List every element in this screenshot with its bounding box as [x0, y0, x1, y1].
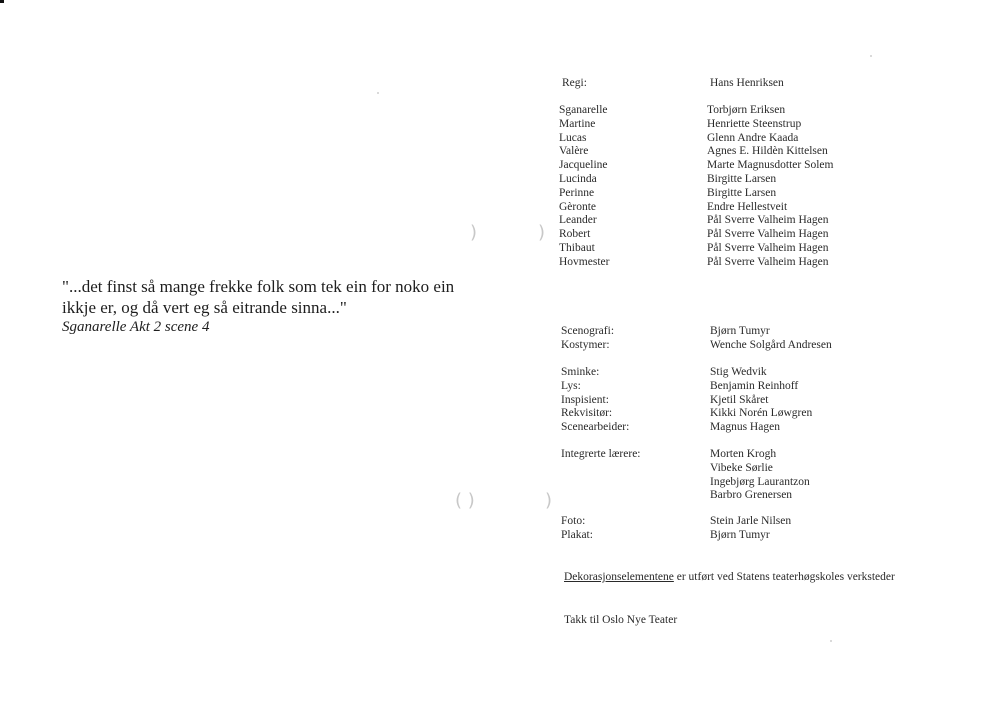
punch-hole-mark: ) — [470, 222, 478, 243]
teacher-name: Morten Krogh — [710, 448, 777, 460]
cast-role: Valère — [559, 145, 589, 158]
credit-role: Scenografi: — [561, 325, 615, 337]
credit-name: Kjetil Skåret — [710, 393, 769, 406]
credit-name: Benjamin Reinhoff — [710, 379, 799, 392]
scan-corner-mark — [0, 0, 4, 3]
cast-actor: Marte Magnusdotter Solem — [707, 159, 834, 172]
credit-role: Foto: — [561, 515, 586, 527]
credit-name: Bjørn Tumyr — [710, 528, 770, 541]
cast-role: Gèronte — [559, 200, 597, 213]
cast-actor: Birgitte Larsen — [707, 186, 777, 199]
credit-role: Plakat: — [561, 528, 593, 541]
scan-speck — [830, 640, 832, 642]
cast-role: Leander — [559, 214, 597, 227]
cast-role: Jacqueline — [559, 159, 608, 172]
credit-name: Hans Henriksen — [710, 77, 784, 89]
workshop-note-text: er utført ved Statens teaterhøgskoles verksteder — [673, 571, 895, 583]
cast-actor: Pål Sverre Valheim Hagen — [707, 241, 829, 254]
cast-actor: Pål Sverre Valheim Hagen — [707, 214, 829, 227]
cast-role: Lucinda — [559, 172, 597, 185]
credit-name: Kikki Norén Løwgren — [710, 407, 813, 420]
quote-block — [62, 276, 454, 337]
quote-attribution: Sganarelle Akt 2 scene 4 — [62, 319, 210, 335]
credit-role: Lys: — [561, 379, 581, 392]
cast-actor: Glenn Andre Kaada — [707, 131, 799, 144]
teacher-name: Vibeke Sørlie — [710, 461, 773, 474]
cast-role: Robert — [559, 228, 591, 241]
cast-actor: Pål Sverre Valheim Hagen — [707, 255, 829, 268]
cast-actor: Birgitte Larsen — [707, 172, 777, 185]
punch-hole-mark: ) — [538, 222, 546, 243]
cast-role: Perinne — [559, 186, 595, 199]
credit-role: Inspisient: — [561, 393, 609, 406]
credit-name: Stein Jarle Nilsen — [710, 515, 792, 527]
credit-name: Wenche Solgård Andresen — [710, 338, 832, 351]
credit-name: Bjørn Tumyr — [710, 325, 770, 337]
quote-line-2: ikkje er, og då vert eg så eitrande sinna..." — [62, 298, 347, 317]
cast-actor: Henriette Steenstrup — [707, 117, 802, 130]
cast-role: Sganarelle — [559, 104, 608, 116]
scan-speck — [377, 92, 379, 94]
teacher-name: Barbro Grenersen — [710, 489, 793, 502]
cast-actor: Pål Sverre Valheim Hagen — [707, 228, 829, 241]
workshop-note-underlined: Dekorasjonselementene — [564, 571, 674, 583]
cast-role: Thibaut — [559, 241, 595, 254]
punch-hole-mark: ( ) — [455, 490, 475, 511]
credit-role: Scenearbeider: — [561, 421, 630, 434]
cast-role: Martine — [559, 117, 596, 130]
credit-role: Integrerte lærere: — [561, 448, 641, 460]
cast-role: Hovmester — [559, 255, 610, 268]
thanks-note: Takk til Oslo Nye Teater — [564, 614, 678, 626]
cast-actor: Torbjørn Eriksen — [707, 104, 786, 116]
credit-role: Regi: — [562, 77, 587, 89]
credit-role: Rekvisitør: — [561, 407, 613, 420]
quote-line-1: "...det finst så mange frekke folk som tek ein for noko ein — [62, 277, 455, 296]
credit-name: Magnus Hagen — [710, 421, 780, 434]
punch-hole-mark: ) — [545, 490, 553, 511]
cast-role: Lucas — [559, 131, 587, 144]
teacher-name: Ingebjørg Laurantzon — [710, 475, 810, 488]
credit-role: Sminke: — [561, 366, 600, 378]
cast-actor: Agnes E. Hildèn Kittelsen — [707, 145, 828, 158]
credit-role: Kostymer: — [561, 338, 610, 351]
cast-actor: Endre Hellestveit — [707, 200, 788, 213]
credit-name: Stig Wedvik — [710, 366, 767, 378]
workshop-note — [564, 571, 895, 583]
scan-speck — [870, 55, 872, 57]
